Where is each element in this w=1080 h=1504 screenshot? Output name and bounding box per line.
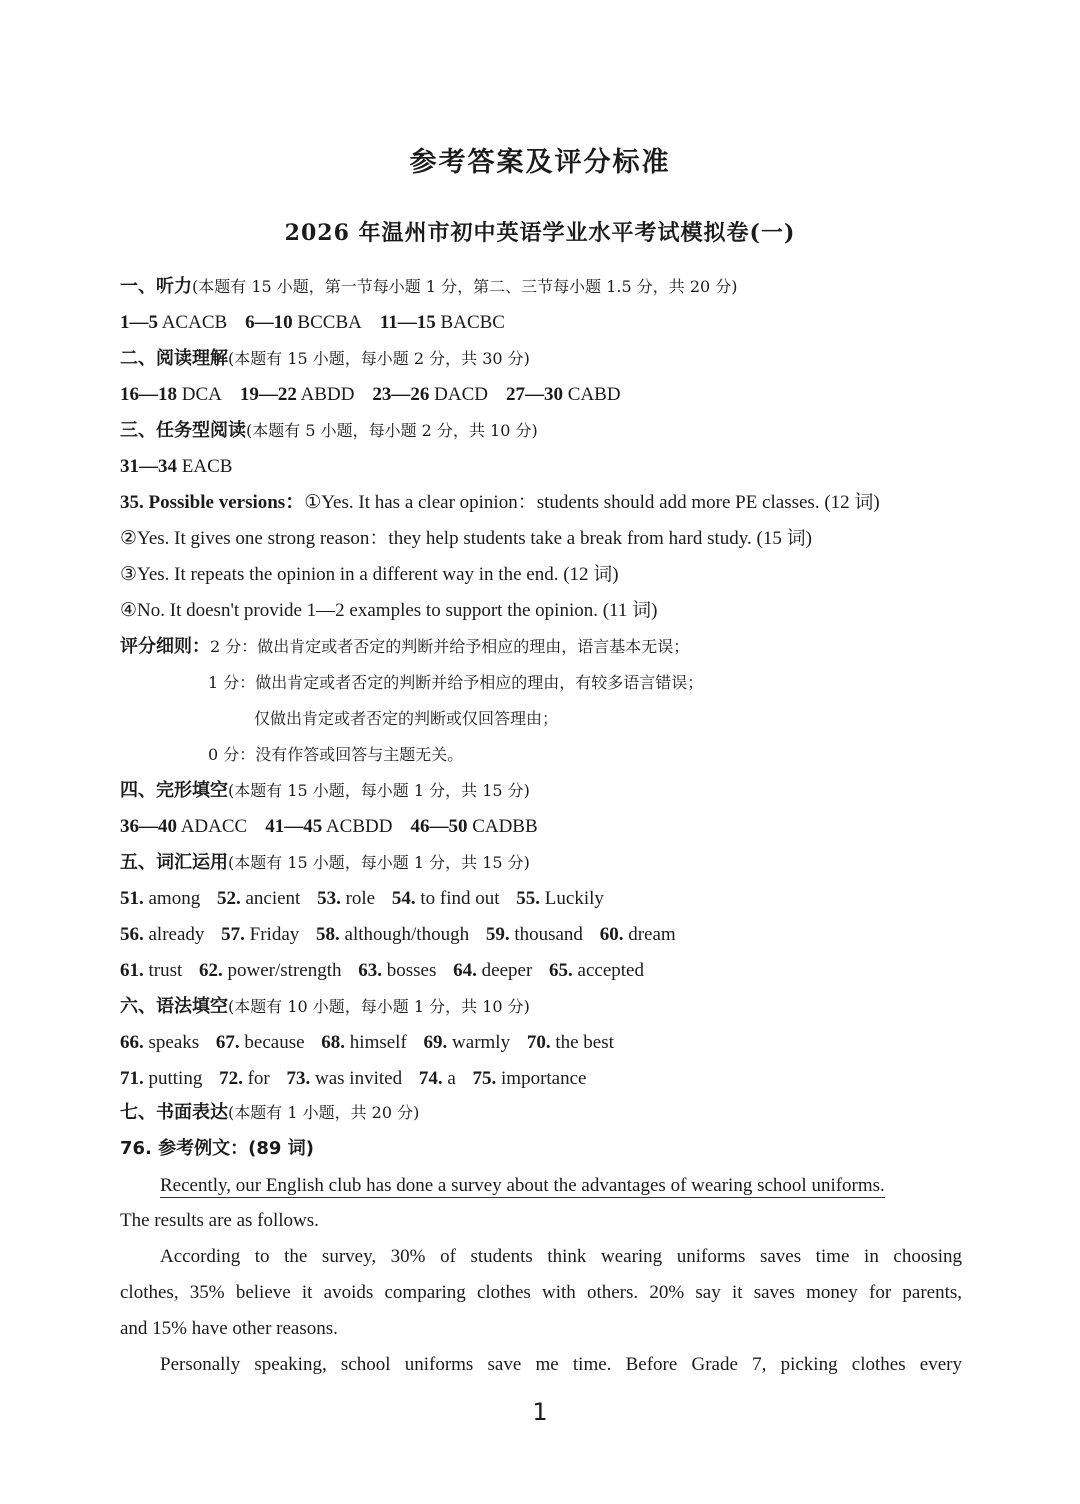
item-answer: accepted: [577, 960, 644, 981]
essay-p2-line-3: and 15% have other reasons.: [120, 1318, 338, 1339]
item-answer: the best: [555, 1032, 614, 1053]
q35-version-3: ③Yes. It repeats the opinion in a different way in the end. (12 词): [120, 564, 619, 585]
answer-range: 16—18: [120, 384, 177, 405]
section-heading: 四、完形填空: [120, 780, 228, 801]
item-answer: putting: [148, 1068, 203, 1089]
section-note: (本题有 15 小题，每小题 1 分，共 15 分): [228, 853, 530, 872]
q76-label-text: 76. 参考例文：(89 词): [120, 1138, 314, 1159]
item-answer: role: [345, 888, 376, 909]
essay-p1-line-2: The results are as follows.: [120, 1210, 319, 1231]
item-answer: because: [244, 1032, 305, 1053]
item-answer: a: [447, 1068, 456, 1089]
section-listening-answers: [120, 306, 505, 340]
answer-range: 19—22: [239, 384, 297, 405]
answer-range: 31—34: [120, 456, 177, 477]
item-answer: bosses: [386, 960, 437, 981]
answer-letters: ABDD: [300, 384, 355, 405]
answer-letters: ACACB: [161, 312, 228, 333]
item-answer: himself: [349, 1032, 407, 1053]
section-heading: 六、语法填空: [120, 996, 228, 1017]
section-heading: 五、词汇运用: [120, 852, 228, 873]
page-title: 参考答案及评分标准: [409, 147, 671, 178]
answer-range: 6—10: [245, 312, 293, 333]
rubric-line-3: 仅做出肯定或者否定的判断或仅回答理由；: [254, 709, 559, 728]
item-answer: trust: [148, 960, 183, 981]
item-number: 75.: [472, 1068, 497, 1089]
q76-label: [120, 1132, 314, 1166]
item-answer: power/strength: [227, 960, 342, 981]
answer-letters: ADACC: [180, 816, 248, 837]
item-number: 60.: [599, 924, 624, 945]
item-number: 62.: [199, 960, 223, 981]
q35-version-2: ②Yes. It gives one strong reason：they help students take a break from hard study. (15 词): [120, 528, 812, 549]
item-answer: Luckily: [544, 888, 604, 909]
item-answer: to find out: [420, 888, 500, 909]
item-answer: already: [148, 924, 205, 945]
item-number: 55.: [516, 888, 541, 909]
answer-range: 36—40: [120, 816, 177, 837]
section-grammar-header: [120, 990, 530, 1024]
section-note: (本题有 10 小题，每小题 1 分，共 10 分): [228, 997, 530, 1016]
item-number: 67.: [215, 1032, 240, 1053]
essay-underlined-sentence: Recently, our English club has done a survey about the advantages of wearing school uniforms.: [160, 1175, 885, 1196]
item-number: 72.: [219, 1068, 243, 1089]
item-answer: although/though: [344, 924, 470, 945]
item-number: 65.: [549, 960, 573, 981]
section-cloze-header: [120, 774, 530, 808]
item-answer: was invited: [315, 1068, 403, 1089]
item-answer: Friday: [249, 924, 300, 945]
rubric-line-4: 0 分：没有作答或回答与主题无关。: [208, 745, 464, 764]
rubric-line-2: 1 分：做出肯定或者否定的判断并给予相应的理由，有较多语言错误；: [208, 673, 704, 692]
item-number: 70.: [526, 1032, 551, 1053]
section-heading: 一、听力: [120, 276, 192, 297]
section-note: (本题有 15 小题，第一节每小题 1 分，第二、三节每小题 1.5 分，共 20 分): [192, 277, 738, 296]
item-number: 69.: [423, 1032, 448, 1053]
answer-range: 1—5: [120, 312, 158, 333]
exam-subtitle: 2026 年温州市初中英语学业水平考试模拟卷(一): [284, 220, 796, 246]
section-heading: 二、阅读理解: [120, 348, 228, 369]
q35-label: 35. Possible versions：: [120, 492, 305, 513]
item-number: 58.: [316, 924, 340, 945]
item-answer: deeper: [481, 960, 533, 981]
answer-range: 11—15: [379, 312, 436, 333]
item-number: 56.: [120, 924, 144, 945]
answer-range: 23—26: [372, 384, 430, 405]
item-answer: for: [247, 1068, 270, 1089]
rubric-heading: 评分细则：: [120, 636, 210, 657]
item-number: 53.: [317, 888, 341, 909]
item-answer: dream: [628, 924, 676, 945]
item-number: 59.: [485, 924, 510, 945]
answer-letters: BCCBA: [297, 312, 362, 333]
section-reading-header: [120, 342, 530, 376]
item-answer: speaks: [148, 1032, 200, 1053]
section-task-reading-answers: [120, 450, 232, 484]
section-note: (本题有 15 小题，每小题 1 分，共 15 分): [228, 781, 530, 800]
item-number: 63.: [358, 960, 383, 981]
item-number: 71.: [120, 1068, 144, 1089]
section-note: (本题有 1 小题，共 20 分): [228, 1103, 420, 1122]
section-listening-header: [120, 270, 738, 304]
answer-letters: EACB: [181, 456, 233, 477]
answer-range: 46—50: [410, 816, 468, 837]
grammar-answers-row: [120, 1062, 586, 1096]
section-heading: 三、任务型阅读: [120, 420, 246, 441]
item-number: 54.: [391, 888, 416, 909]
vocabulary-answers-row: [120, 918, 676, 952]
answer-letters: DACD: [434, 384, 489, 405]
section-note: (本题有 15 小题，每小题 2 分，共 30 分): [228, 349, 530, 368]
item-answer: warmly: [452, 1032, 511, 1053]
vocabulary-answers-row: [120, 882, 604, 916]
item-number: 68.: [321, 1032, 346, 1053]
section-vocabulary-header: [120, 846, 530, 880]
essay-p3-line-1: Personally speaking, school uniforms save me time. Before Grade 7, picking clothes every: [160, 1354, 962, 1375]
item-number: 51.: [120, 888, 144, 909]
essay-p2-line-2: clothes, 35% believe it avoids comparing clothes with others. 20% say it saves money for parents,: [120, 1282, 962, 1303]
version-text: ①Yes. It has a clear opinion：students should add more PE classes. (12 词): [304, 492, 880, 513]
item-answer: among: [148, 888, 201, 909]
section-cloze-answers: [120, 810, 538, 844]
section-heading: 七、书面表达: [120, 1102, 228, 1123]
section-note: (本题有 5 小题，每小题 2 分，共 10 分): [246, 421, 538, 440]
answer-letters: DCA: [181, 384, 222, 405]
item-number: 74.: [418, 1068, 443, 1089]
item-number: 57.: [221, 924, 245, 945]
answer-letters: ACBDD: [325, 816, 393, 837]
section-task-reading-header: [120, 414, 538, 448]
answer-letters: CABD: [567, 384, 621, 405]
rubric-line-1: [120, 630, 689, 664]
item-number: 66.: [120, 1032, 144, 1053]
vocabulary-answers-row: [120, 954, 644, 988]
answer-range: 41—45: [265, 816, 323, 837]
item-number: 73.: [286, 1068, 311, 1089]
rubric-text: 2 分：做出肯定或者否定的判断并给予相应的理由，语言基本无误；: [210, 637, 690, 656]
section-writing-header: [120, 1096, 419, 1130]
q35-version-4: ④No. It doesn't provide 1—2 examples to support the opinion. (11 词): [120, 600, 658, 621]
item-number: 52.: [216, 888, 241, 909]
page-number: 1: [532, 1398, 548, 1426]
answer-letters: BACBC: [440, 312, 505, 333]
grammar-answers-row: [120, 1026, 614, 1060]
item-number: 64.: [453, 960, 477, 981]
section-reading-answers: [120, 378, 621, 412]
item-answer: thousand: [514, 924, 583, 945]
item-answer: importance: [501, 1068, 587, 1089]
item-number: 61.: [120, 960, 144, 981]
answer-range: 27—30: [506, 384, 564, 405]
q35-version-1: [120, 486, 880, 520]
essay-p2-line-1: According to the survey, 30% of students think wearing uniforms saves time in choosing: [160, 1246, 962, 1267]
essay-p1-line-1: [160, 1169, 885, 1203]
item-answer: ancient: [245, 888, 301, 909]
answer-letters: CADBB: [472, 816, 538, 837]
